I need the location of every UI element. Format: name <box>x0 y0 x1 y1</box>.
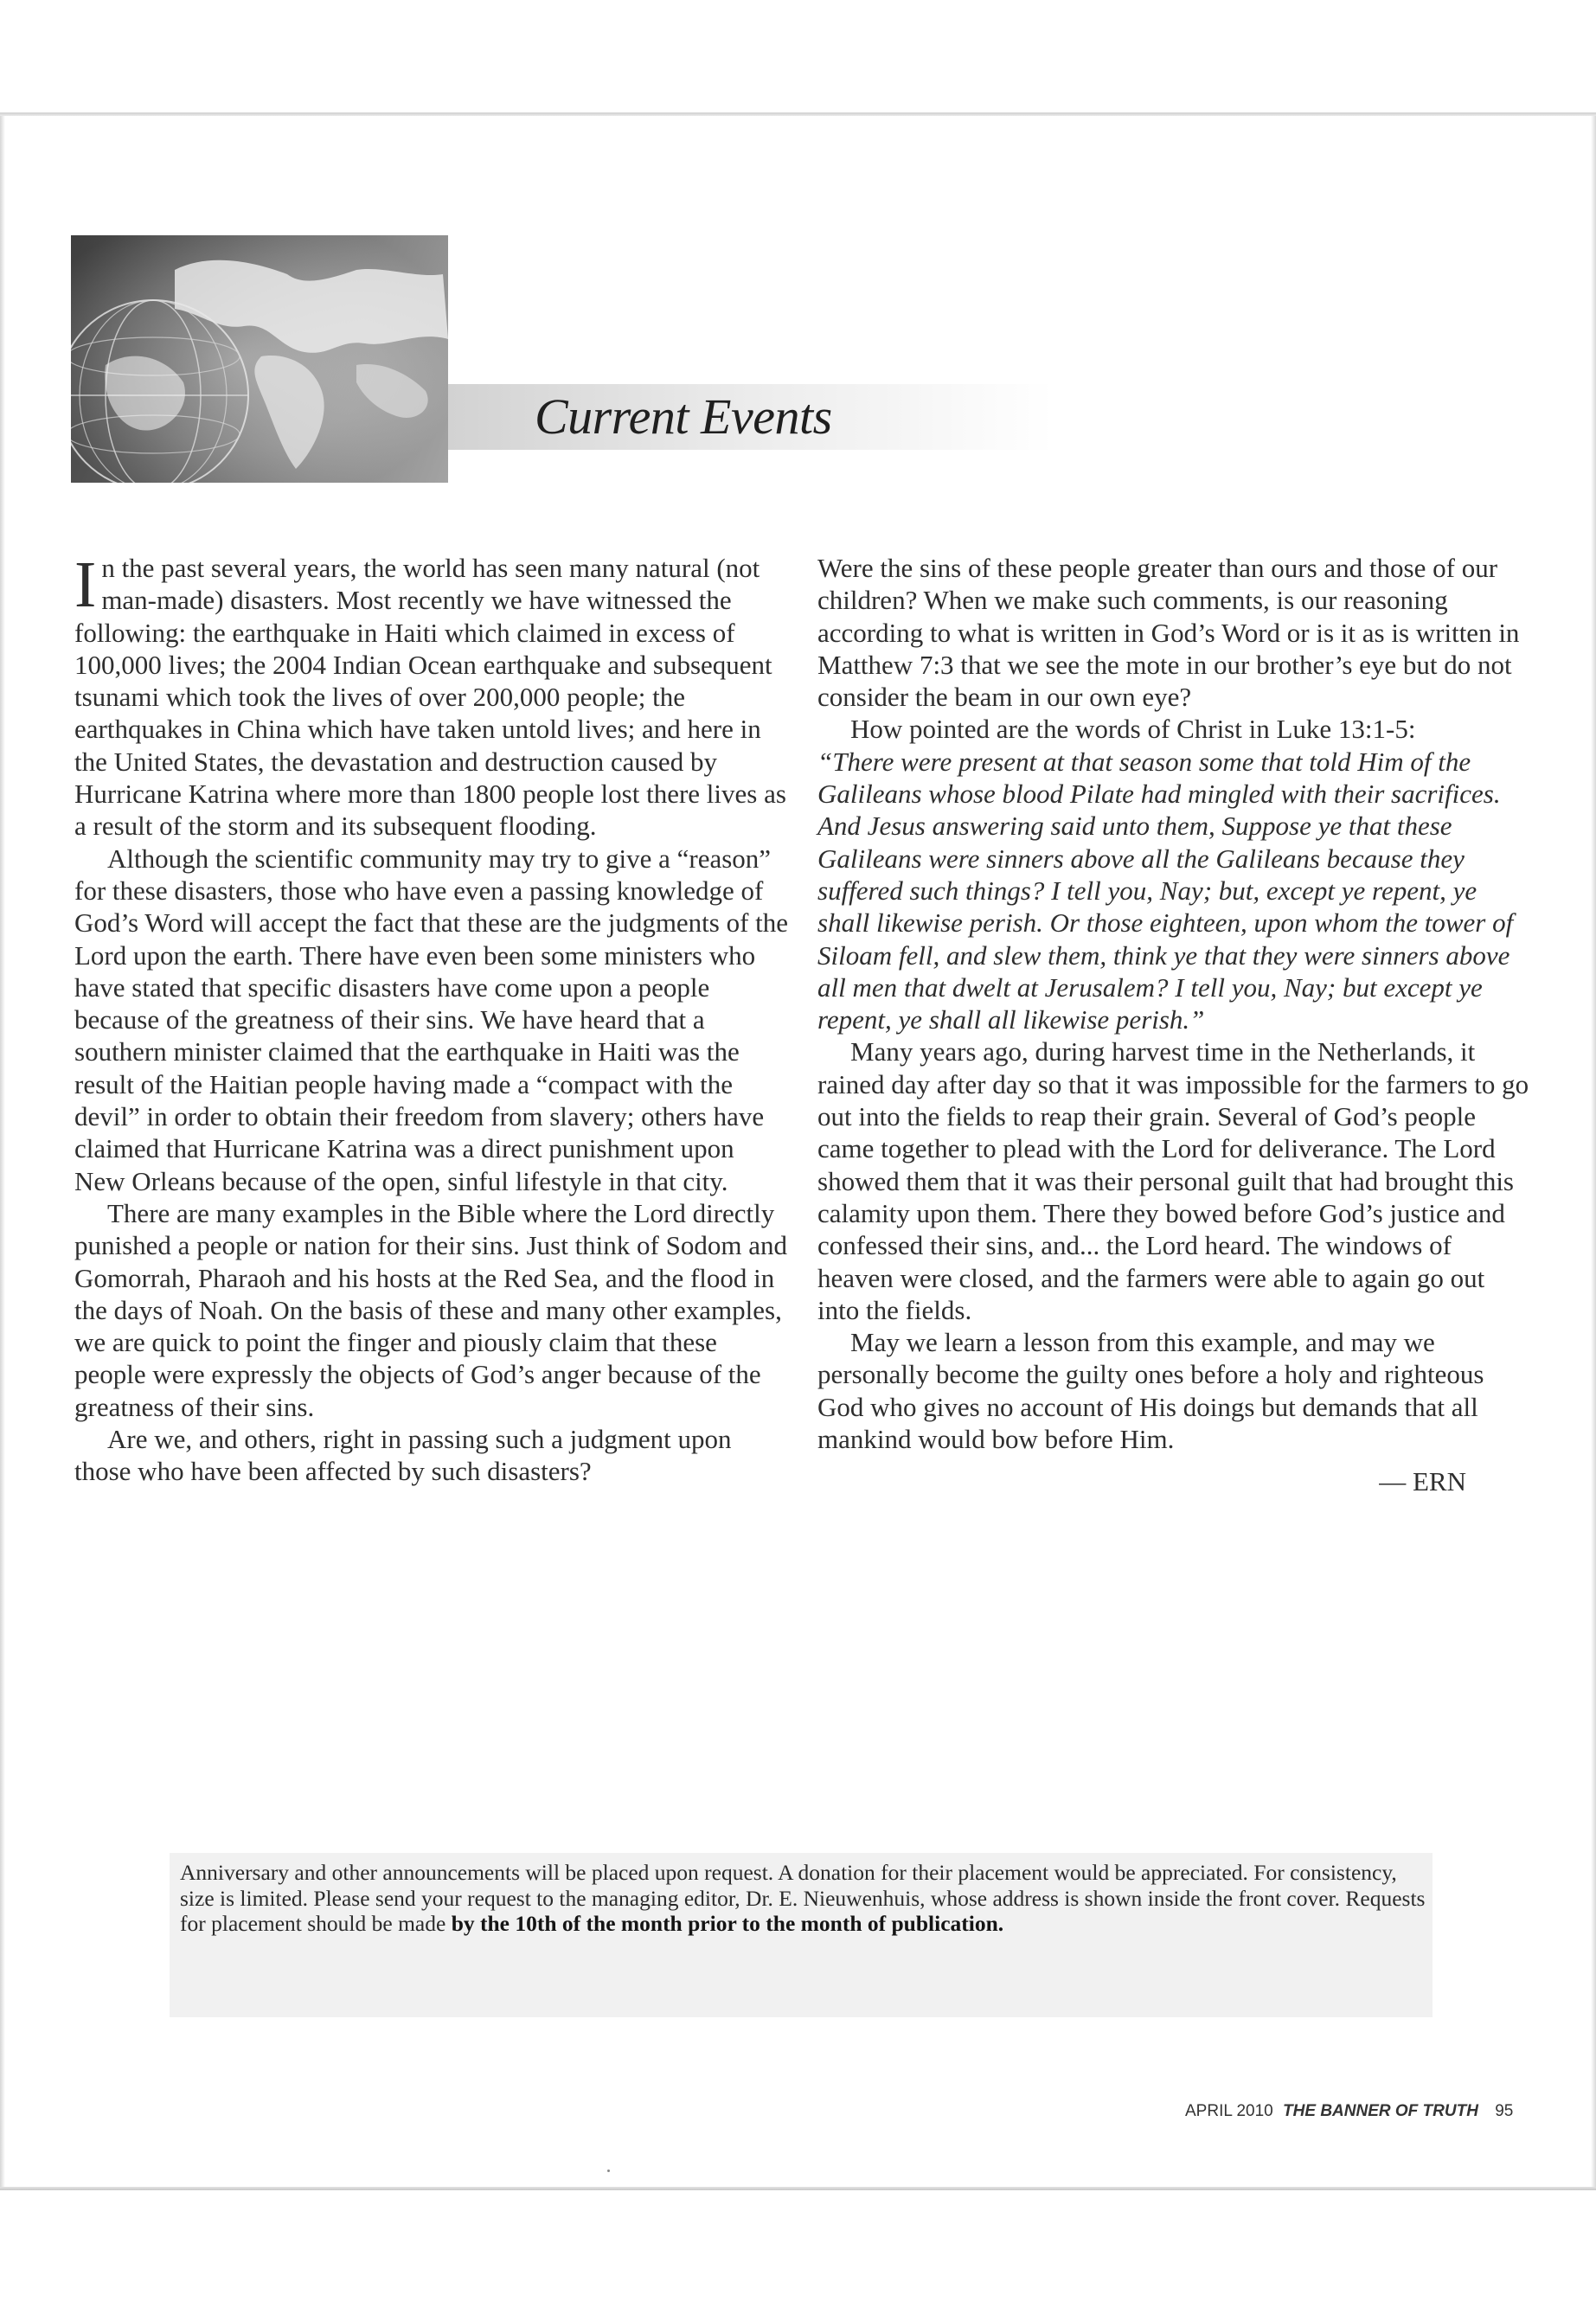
paragraph: Are we, and others, right in passing such a judgment upon those who have been affected by such disasters? <box>74 1424 732 1487</box>
paragraph: May we learn a lesson from this example, and may we personally become the guilty ones before a holy and righteous God who gives no account of His doings but demands that all mankind would bow before Him. <box>817 1327 1484 1455</box>
paragraph: Many years ago, during harvest time in the Netherlands, it rained day after day so that it was impossible for the farmers to go out into the fields to reap their grain. Several of God’s people came together to plead with the Lord for deliverance. The Lord showed them that it was their personal guilt that had brought this calamity upon them. There they bowed before God’s justice and confessed their sins, and... the Lord heard. The windows of heaven were closed, and the farmers were able to again go out into the fields. <box>817 1036 1529 1325</box>
scan-margin-top <box>0 0 1596 114</box>
paragraph: Although the scientific community may try to give a “reason” for these disasters, those who have even a passing knowledge of God’s Word will accept the fact that these are the judgments of the Lord upon the earth. There have even been some ministers who have stated that specific disasters have come upon a people because of the greatness of their sins. We have heard that a southern minister claimed that the earthquake in Haiti was the result of the Haitian people having made a “compact with the devil” in order to obtain their freedom from slavery; others have claimed that Hurricane Katrina was a direct punishment upon New Orleans because of the open, sinful lifestyle in that city. <box>74 843 789 1196</box>
article-column-right <box>817 552 1532 1498</box>
page-number: 95 <box>1495 2102 1514 2120</box>
paragraph: There are many examples in the Bible where the Lord directly punished a people or nation for their sins. Just think of Sodom and Gomorrah, Pharaoh and his hosts at the Red Sea, and the flood in the days of Noah. On the basis of these and many other examples, we are quick to point the finger and piously claim that these people were expressly the objects of God’s anger because of the greatness of their sins. <box>74 1197 787 1422</box>
announcement-text: Anniversary and other announcements will be placed upon request. A donation for their placement would be appreciated. For consistency, size is limited. Please send your request to the managing editor, Dr. E. Nieuwenhuis, whose address is shown inside the front cover. Requests for placement should be made by the 10th of the month prior to the month of publication. <box>180 1860 1426 1936</box>
publication-name: THE BANNER OF TRUTH <box>1283 2102 1478 2120</box>
article-column-left <box>74 548 789 1488</box>
paragraph: How pointed are the words of Christ in Luke 13:1-5: <box>850 714 1416 745</box>
page-title: Current Events <box>535 388 832 445</box>
scan-edge-line-bottom <box>0 2187 1596 2190</box>
announcement-deadline: by the 10th of the month prior to the month of publication. <box>451 1911 1004 1936</box>
scan-speck <box>607 2170 610 2172</box>
drop-cap: I <box>74 548 97 621</box>
issue-date: APRIL 2010 <box>1185 2102 1273 2120</box>
world-globe-image <box>71 235 448 483</box>
page-footer <box>1185 2102 1513 2121</box>
paragraph: In the past several years, the world has seen many natural (not man-made) disasters. Most recently we have witnessed the following: the earthquake in Haiti which claimed in excess of 100,000 lives; the 2004 Indian Ocean earthquake and subsequent tsunami which took the lives of over 200,000 people; the earthquakes in China which have taken untold lives; and here in the United States, the devastation and destruction caused by Hurricane Katrina where more than 1800 people lost there lives as a result of the storm and its subsequent flooding. <box>74 548 786 842</box>
scan-edge-right <box>1591 116 1596 2187</box>
author-signature: — ERN <box>1379 1466 1466 1497</box>
scan-edge-left <box>0 116 5 2187</box>
paragraph: Were the sins of these people greater than ours and those of our children? When we make such comments, is our reasoning according to what is written in God’s Word or is it as is written in Matthew 7:3 that we see the mote in our brother’s eye but do not consider the beam in our own eye? <box>817 553 1520 713</box>
scan-edge-line-top <box>0 112 1596 116</box>
globe-icon <box>71 235 448 483</box>
scripture-quote: “There were present at that season some that told Him of the Galileans whose blood Pilate had mingled with their sacrifices. And Jesus answering said unto them, Suppose ye that these Galileans were sinners above all the Galileans because they suffered such things? I tell you, Nay; but, except ye repent, ye shall likewise perish. Or those eighteen, upon whom the tower of Siloam fell, and slew them, think ye that they were sinners above all men that dwelt at Jerusalem? I tell you, Nay; but except ye repent, ye shall all likewise perish.” <box>817 746 1514 1035</box>
